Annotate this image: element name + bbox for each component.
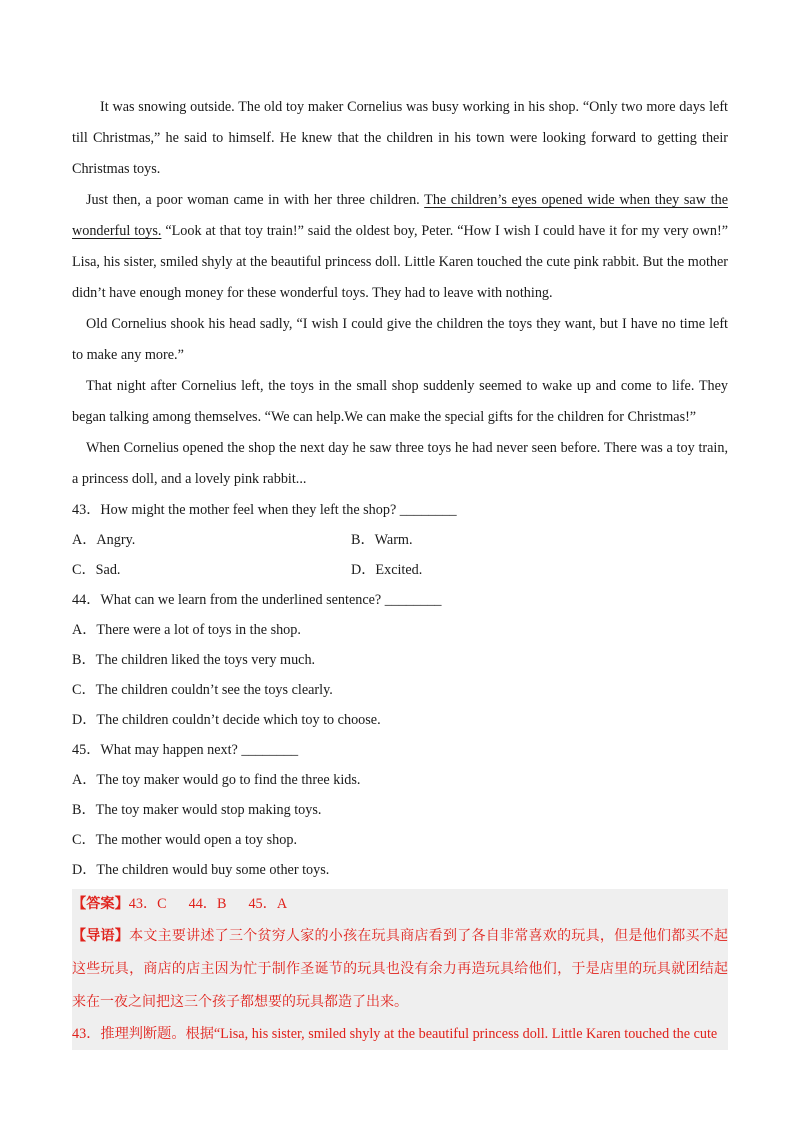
document-content (72, 92, 728, 1050)
question-45-option-c: C．The mother would open a toy shop. (72, 832, 297, 848)
question-43-stem: 43．How might the mother feel when they left the shop? ________ (72, 502, 457, 518)
question-43-option-d: D．Excited. (351, 562, 423, 578)
answer-44: 44．B (188, 896, 227, 912)
passage-paragraph-5: When Cornelius opened the shop the next day he saw three toys he had never seen before. There was a toy train, a princess doll, and a lovely pink rabbit... (72, 440, 728, 487)
answer-45: 45．A (248, 896, 288, 912)
guide-text: 本文主要讲述了三个贫穷人家的小孩在玩具商店看到了各自非常喜欢的玩具，但是他们都买不起这些玩具，商店的店主因为忙于制作圣诞节的玩具也没有余力再造玩具给他们，于是店里的玩具就团结起来在一夜之间把这三个孩子都想要的玩具都造了出来。 (72, 928, 729, 1010)
question-44-option-b: B．The children liked the toys very much. (72, 652, 316, 668)
passage-paragraph-2 (72, 185, 728, 309)
guide-paragraph (72, 920, 728, 1019)
question-43-options-row-2 (72, 555, 728, 585)
answer-key-line (72, 889, 728, 920)
underlined-sentence: The children’s eyes opened wide when they saw the wonderful toys. (72, 192, 728, 239)
answer-43: 43．C (128, 896, 167, 912)
question-44-stem: 44．What can we learn from the underlined sentence? ________ (72, 592, 442, 608)
passage-paragraph-2-start: Just then, a poor woman came in with her three children. (86, 192, 420, 208)
question-44-option-a: A．There were a lot of toys in the shop. (72, 622, 301, 638)
analysis-43: 43．推理判断题。根据“Lisa, his sister, smiled shyly at the beautiful princess doll. Little Karen touched the cute (72, 1026, 718, 1042)
question-43-option-a: A．Angry. (72, 532, 136, 548)
question-45-option-b: B．The toy maker would stop making toys. (72, 802, 322, 818)
question-45-stem: 45．What may happen next? ________ (72, 742, 299, 758)
passage-paragraph-4: That night after Cornelius left, the toys in the small shop suddenly seemed to wake up and come to life. They began talking among themselves. “We can help.We can make the special gifts for the children for Christmas!” (72, 378, 728, 425)
guide-tag: 【导语】 (72, 928, 130, 944)
question-43-option-b: B．Warm. (351, 532, 413, 548)
passage-paragraph-3: Old Cornelius shook his head sadly, “I wish I could give the children the toys they want, but I have no time left to make any more.” (72, 316, 728, 363)
answer-tag: 【答案】 (72, 896, 129, 912)
question-45-option-d: D．The children would buy some other toys. (72, 862, 330, 878)
question-44-option-c: C．The children couldn’t see the toys clearly. (72, 682, 333, 698)
passage-paragraph-2-end: “Look at that toy train!” said the oldest boy, Peter. “How I wish I could have it for my very own!” Lisa, his sister, smiled shyly at the beautiful princess doll. Little Karen touched the cute pink rabbit. But the mother didn’t have enough money for these wonderful toys. They had to leave with nothing. (72, 223, 728, 301)
passage-paragraph-1: It was snowing outside. The old toy maker Cornelius was busy working in his shop. “Only two more days left till Christmas,” he said to himself. He knew that the children in his town were looking forward to getting their Christmas toys. (72, 99, 728, 177)
question-43-options-row-1 (72, 525, 728, 555)
question-44-option-d: D．The children couldn’t decide which toy to choose. (72, 712, 381, 728)
question-43-option-c: C．Sad. (72, 562, 121, 578)
answer-block (72, 889, 728, 1050)
question-45-option-a: A．The toy maker would go to find the three kids. (72, 772, 361, 788)
